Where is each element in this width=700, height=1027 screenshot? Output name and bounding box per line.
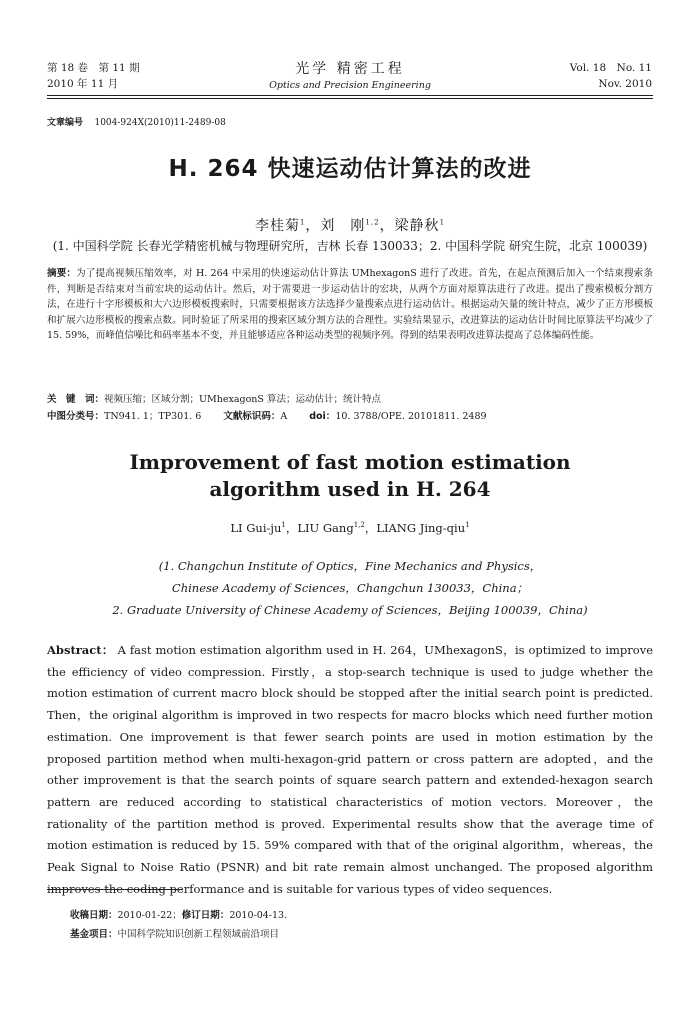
abstract-cn-label: 摘要： (47, 268, 77, 279)
author-1-en: LI Gui-ju (230, 521, 282, 535)
classification-line (47, 408, 653, 422)
received-value: 2010-01-22； (117, 910, 182, 921)
keywords-cn-text: 视频压缩；区域分割；UMhexagonS 算法；运动估计；统计特点 (104, 394, 381, 405)
revised-label: 修订日期： (181, 910, 230, 921)
author-3-en: ，LIANG Jing-qiu (364, 521, 466, 535)
article-number-value: 1004-924X(2010)11-2489-08 (94, 118, 226, 128)
volume-en: Vol. 18 No. 11 (569, 62, 652, 74)
author-2-cn: ，刘 刚 (305, 218, 366, 234)
title-en-line-2: algorithm used in H. 264 (209, 477, 491, 501)
header-rule-bottom (47, 98, 653, 99)
keywords-cn (47, 391, 381, 405)
author-3-en-sup: 1 (465, 521, 470, 530)
article-number-label: 文章编号 (47, 118, 84, 128)
footnote-dates (70, 906, 287, 925)
clc-value: TN941. 1；TP301. 6 (104, 411, 202, 422)
abstract-cn-text: 为了提高视频压缩效率，对 H. 264 中采用的快速运动估计算法 UMhexagonS 进行了改进。首先，在起点预测后加入一个结束搜索条件，判断是否结束对当前宏块的运动估计。然后，对于需要进一步运动估计的宏块，从两个方面对原算法进行了改进。提出了搜索模板分割方法，在进行十字形模板和大六边形模板搜索时，只需要根据该方法选择少量搜索点进行运动估计。根据运动矢量的统计特点，减少了正方形模板和扩展六边形模板的搜索点数。同时验证了所采用的搜索区域分割方法的合理性。实验结果显示，改进算法的运动估计时间比原算法平均减少了 15. 59%，而峰值信噪比和码率基本不变，并且能够适应各种运动类型的视频序列。得到的结果表明改进算法提高了总体编码性能。 (47, 268, 653, 341)
doc-code-label: 文献标识码： (223, 411, 281, 422)
title-en-line-1: Improvement of fast motion estimation (129, 450, 571, 474)
footnote (70, 906, 287, 944)
authors-en (0, 520, 700, 536)
affiliation-en-line-3: 2. Graduate University of Chinese Academy of Sciences，Beijing 100039，China) (112, 603, 588, 617)
header-rule-top (47, 95, 653, 96)
affiliation-en (0, 555, 700, 621)
journal-name-en: Optics and Precision Engineering (269, 80, 431, 91)
fund-value: 中国科学院知识创新工程领域前沿项目 (117, 929, 280, 940)
title-cn: H. 264 快速运动估计算法的改进 (168, 156, 532, 182)
volume-cn: 第 18 卷 第 11 期 (47, 62, 140, 74)
keywords-cn-label: 关 键 词： (47, 394, 105, 405)
doi-value: 10. 3788/OPE. 20101811. 2489 (335, 411, 487, 422)
fund-label: 基金项目： (70, 929, 118, 940)
affiliation-en-line-1: (1. Changchun Institute of Optics，Fine Mechanics and Physics， (158, 559, 542, 573)
footnote-rule (47, 889, 182, 890)
abstract-cn (47, 266, 653, 344)
journal-name-cn: 光学 精密工程 (295, 61, 405, 77)
author-1-en-sup: 1 (281, 521, 286, 530)
authors-cn (0, 215, 700, 235)
footnote-fund (70, 925, 287, 944)
clc-label: 中图分类号： (47, 411, 105, 422)
title-en (0, 449, 700, 503)
abstract-en-text: A fast motion estimation algorithm used in H. 264，UMhexagonS，is optimized to improve the efficiency of video compression. Firstly，a stop-search technique is used to judge whether the motion estimation of current macro block should be stopped after the initial search point is predicted. Then，the original algorithm is improved in two respects for macro blocks which need further motion estimation. One improvement is that fewer search points are used in motion estimation by the proposed partition method when multi-hexagon-grid pattern or cross pattern are adopted，and the other improvement is that the search points of square search pattern and extended-hexagon search pattern are reduced according to statistical characteristics of motion vectors. Moreover，the rationality of the partition method is proved. Experimental results show that the average time of motion estimation is reduced by 15. 59% compared with that of the original algorithm，whereas，the Peak Signal to Noise Ratio (PSNR) and bit rate remain almost unchanged. The proposed algorithm improves the coding performance and is suitable for various types of video sequences. (47, 643, 654, 896)
article-number (47, 115, 226, 128)
date-cn: 2010 年 11 月 (47, 78, 119, 90)
doi-label: doi： (309, 411, 336, 422)
author-1-cn: 李桂菊 (254, 218, 300, 234)
abstract-en (47, 640, 653, 900)
date-en: Nov. 2010 (598, 78, 652, 90)
affiliation-en-line-2: Chinese Academy of Sciences，Changchun 130033，China； (171, 581, 529, 595)
received-label: 收稿日期： (70, 910, 118, 921)
author-3-cn-sup: 1 (439, 218, 446, 227)
author-3-cn: ，梁静秋 (379, 218, 440, 234)
abstract-en-label: Abstract： (47, 643, 114, 657)
author-2-en: ，LIU Gang (285, 521, 354, 535)
revised-value: 2010-04-13. (229, 910, 288, 921)
header-right (570, 60, 652, 92)
author-2-cn-sup: 1,2 (365, 218, 380, 227)
author-1-cn-sup: 1 (299, 218, 306, 227)
author-2-en-sup: 1,2 (353, 521, 365, 530)
affiliation-cn: (1. 中国科学院 长春光学精密机械与物理研究所，吉林 长春 130033；2. 中国科学院 研究生院，北京 100039) (52, 239, 648, 253)
doc-code-value: A (280, 411, 288, 422)
